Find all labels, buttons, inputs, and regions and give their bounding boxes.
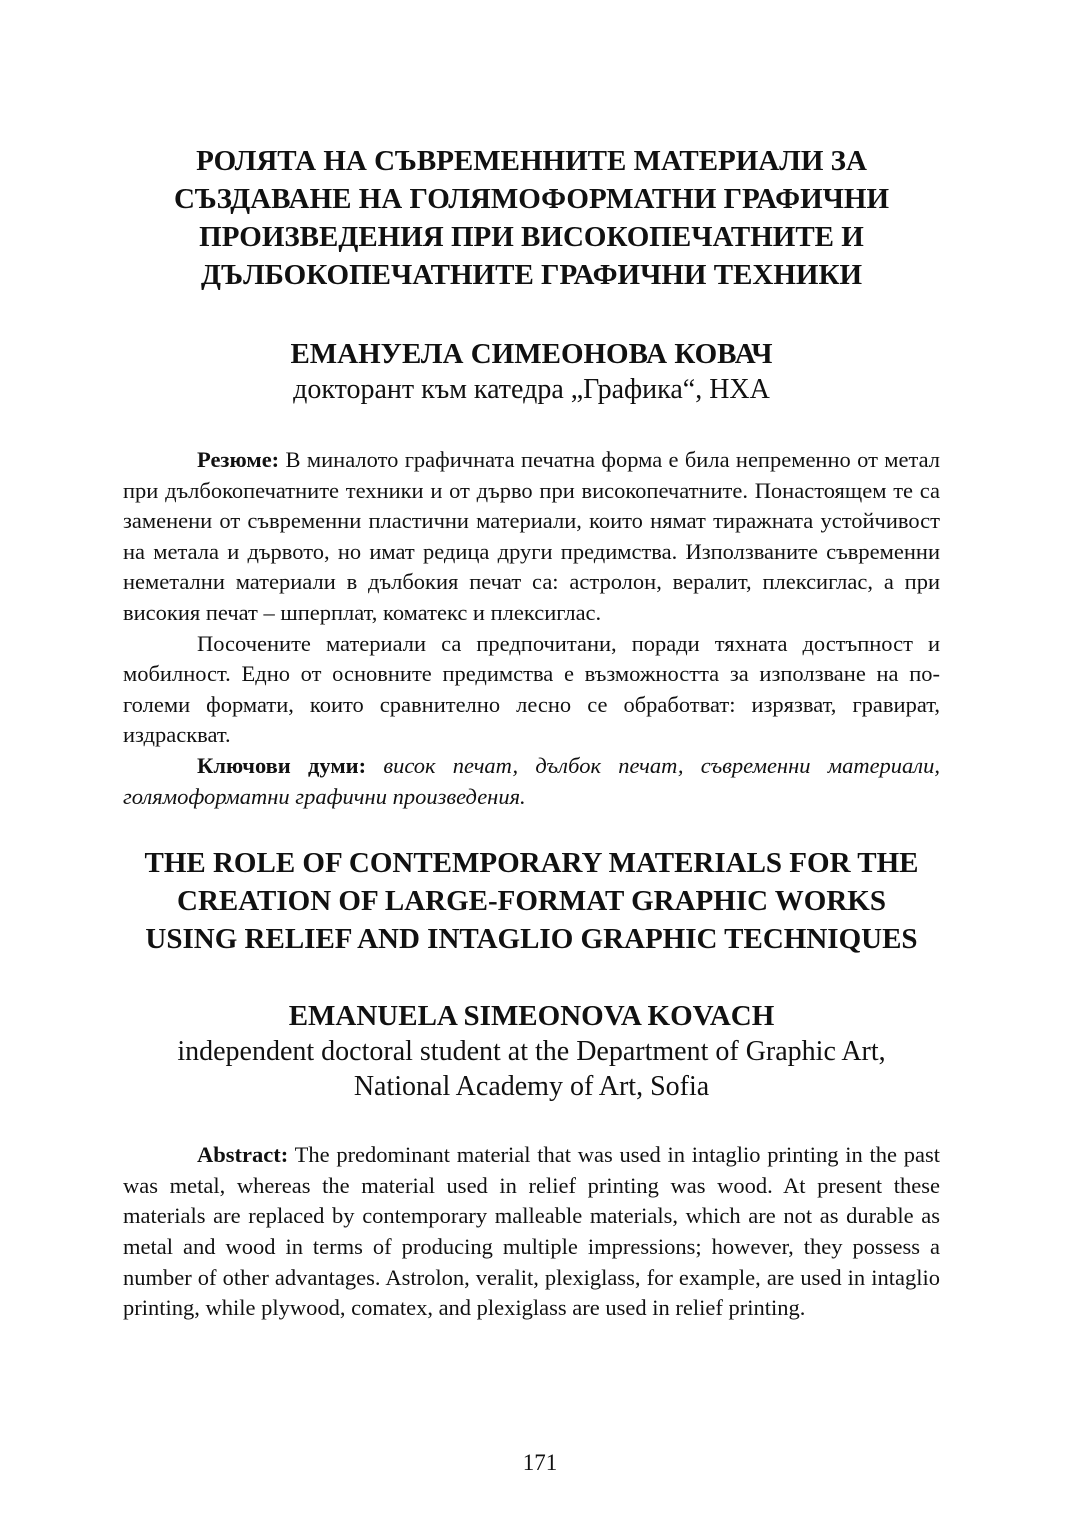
en-abstract-label: Abstract: [197,1142,289,1168]
en-affiliation [123,1034,940,1104]
bg-keywords-label: Ключови думи: [197,752,367,778]
bg-title [123,142,940,294]
en-affiliation-line: National Academy of Art, Sofia [353,1071,710,1103]
bg-title-line: СЪЗДАВАНЕ НА ГОЛЯМОФОРМАТНИ ГРАФИЧНИ [173,183,890,215]
bg-keywords [123,751,940,812]
bg-keywords-text: висок печат, дълбок печат, съвременни материали, голямоформатни графични произведения. [123,752,940,809]
bg-abstract-text: В миналото графичната печатна форма е била непременно от метал при дълбокопечатните техники и от дърво при високопечатните. Понастоящем те са заменени от съвременни пластични материали, които нямат тиражната устойчивост на метала и дървото, но имат редица други предимства. Използваните съвременни неметални материали в дълбокия печат са: астролон, вералит, плексиглас, а при високия печат – шперплат, коматекс и плексиглас. [123,447,940,625]
bg-abstract-label: Резюме: [197,447,280,472]
bg-author-name: ЕМАНУЕЛА СИМЕОНОВА КОВАЧ [290,338,773,370]
en-title-line: CREATION OF LARGE-FORMAT GRAPHIC WORKS [177,885,886,918]
en-title-line: USING RELIEF AND INTAGLIO GRAPHIC TECHNIQUES [145,923,918,956]
bg-affiliation: докторант към катедра „Графика“, НХА [293,374,770,405]
bg-title-line: ДЪЛБОКОПЕЧАТНИТЕ ГРАФИЧНИ ТЕХНИКИ [200,259,863,291]
page-content [123,142,940,1324]
en-title-line: THE ROLE OF CONTEMPORARY MATERIALS FOR THE [144,847,919,880]
en-title [123,844,940,958]
bg-title-line: РОЛЯТА НА СЪВРЕМЕННИТЕ МАТЕРИАЛИ ЗА [196,145,867,177]
en-author-name: EMANUELA SIMEONOVA KOVACH [288,1000,775,1033]
en-abstract-paragraph [123,1140,940,1324]
bg-title-line: ПРОИЗВЕДЕНИЯ ПРИ ВИСОКОПЕЧАТНИТЕ И [199,221,864,253]
en-abstract-text: The predominant material that was used in intaglio printing in the past was metal, whereas the material used in relief printing was wood. At present these materials are replaced by contemporary malleable materials, which are not as durable as metal and wood in terms of producing multiple impressions; however, they possess a number of other advantages. Astrolon, veralit, plexiglass, for example, are used in intaglio printing, while plywood, comatex, and plexiglass are used in relief printing. [123,1142,940,1321]
en-affiliation-line: independent doctoral student at the Department of Graphic Art, [177,1036,886,1068]
bg-abstract-paragraph [123,445,940,629]
page-number: 171 [522,1450,558,1475]
bg-abstract-paragraph-2: Посочените материали са предпочитани, поради тяхната достъпност и мобилност. Едно от основните предимства е възможността за използване на по-големи формати, които сравнително лесно се обработват: изрязват, гравират, издраскват. [123,630,940,748]
